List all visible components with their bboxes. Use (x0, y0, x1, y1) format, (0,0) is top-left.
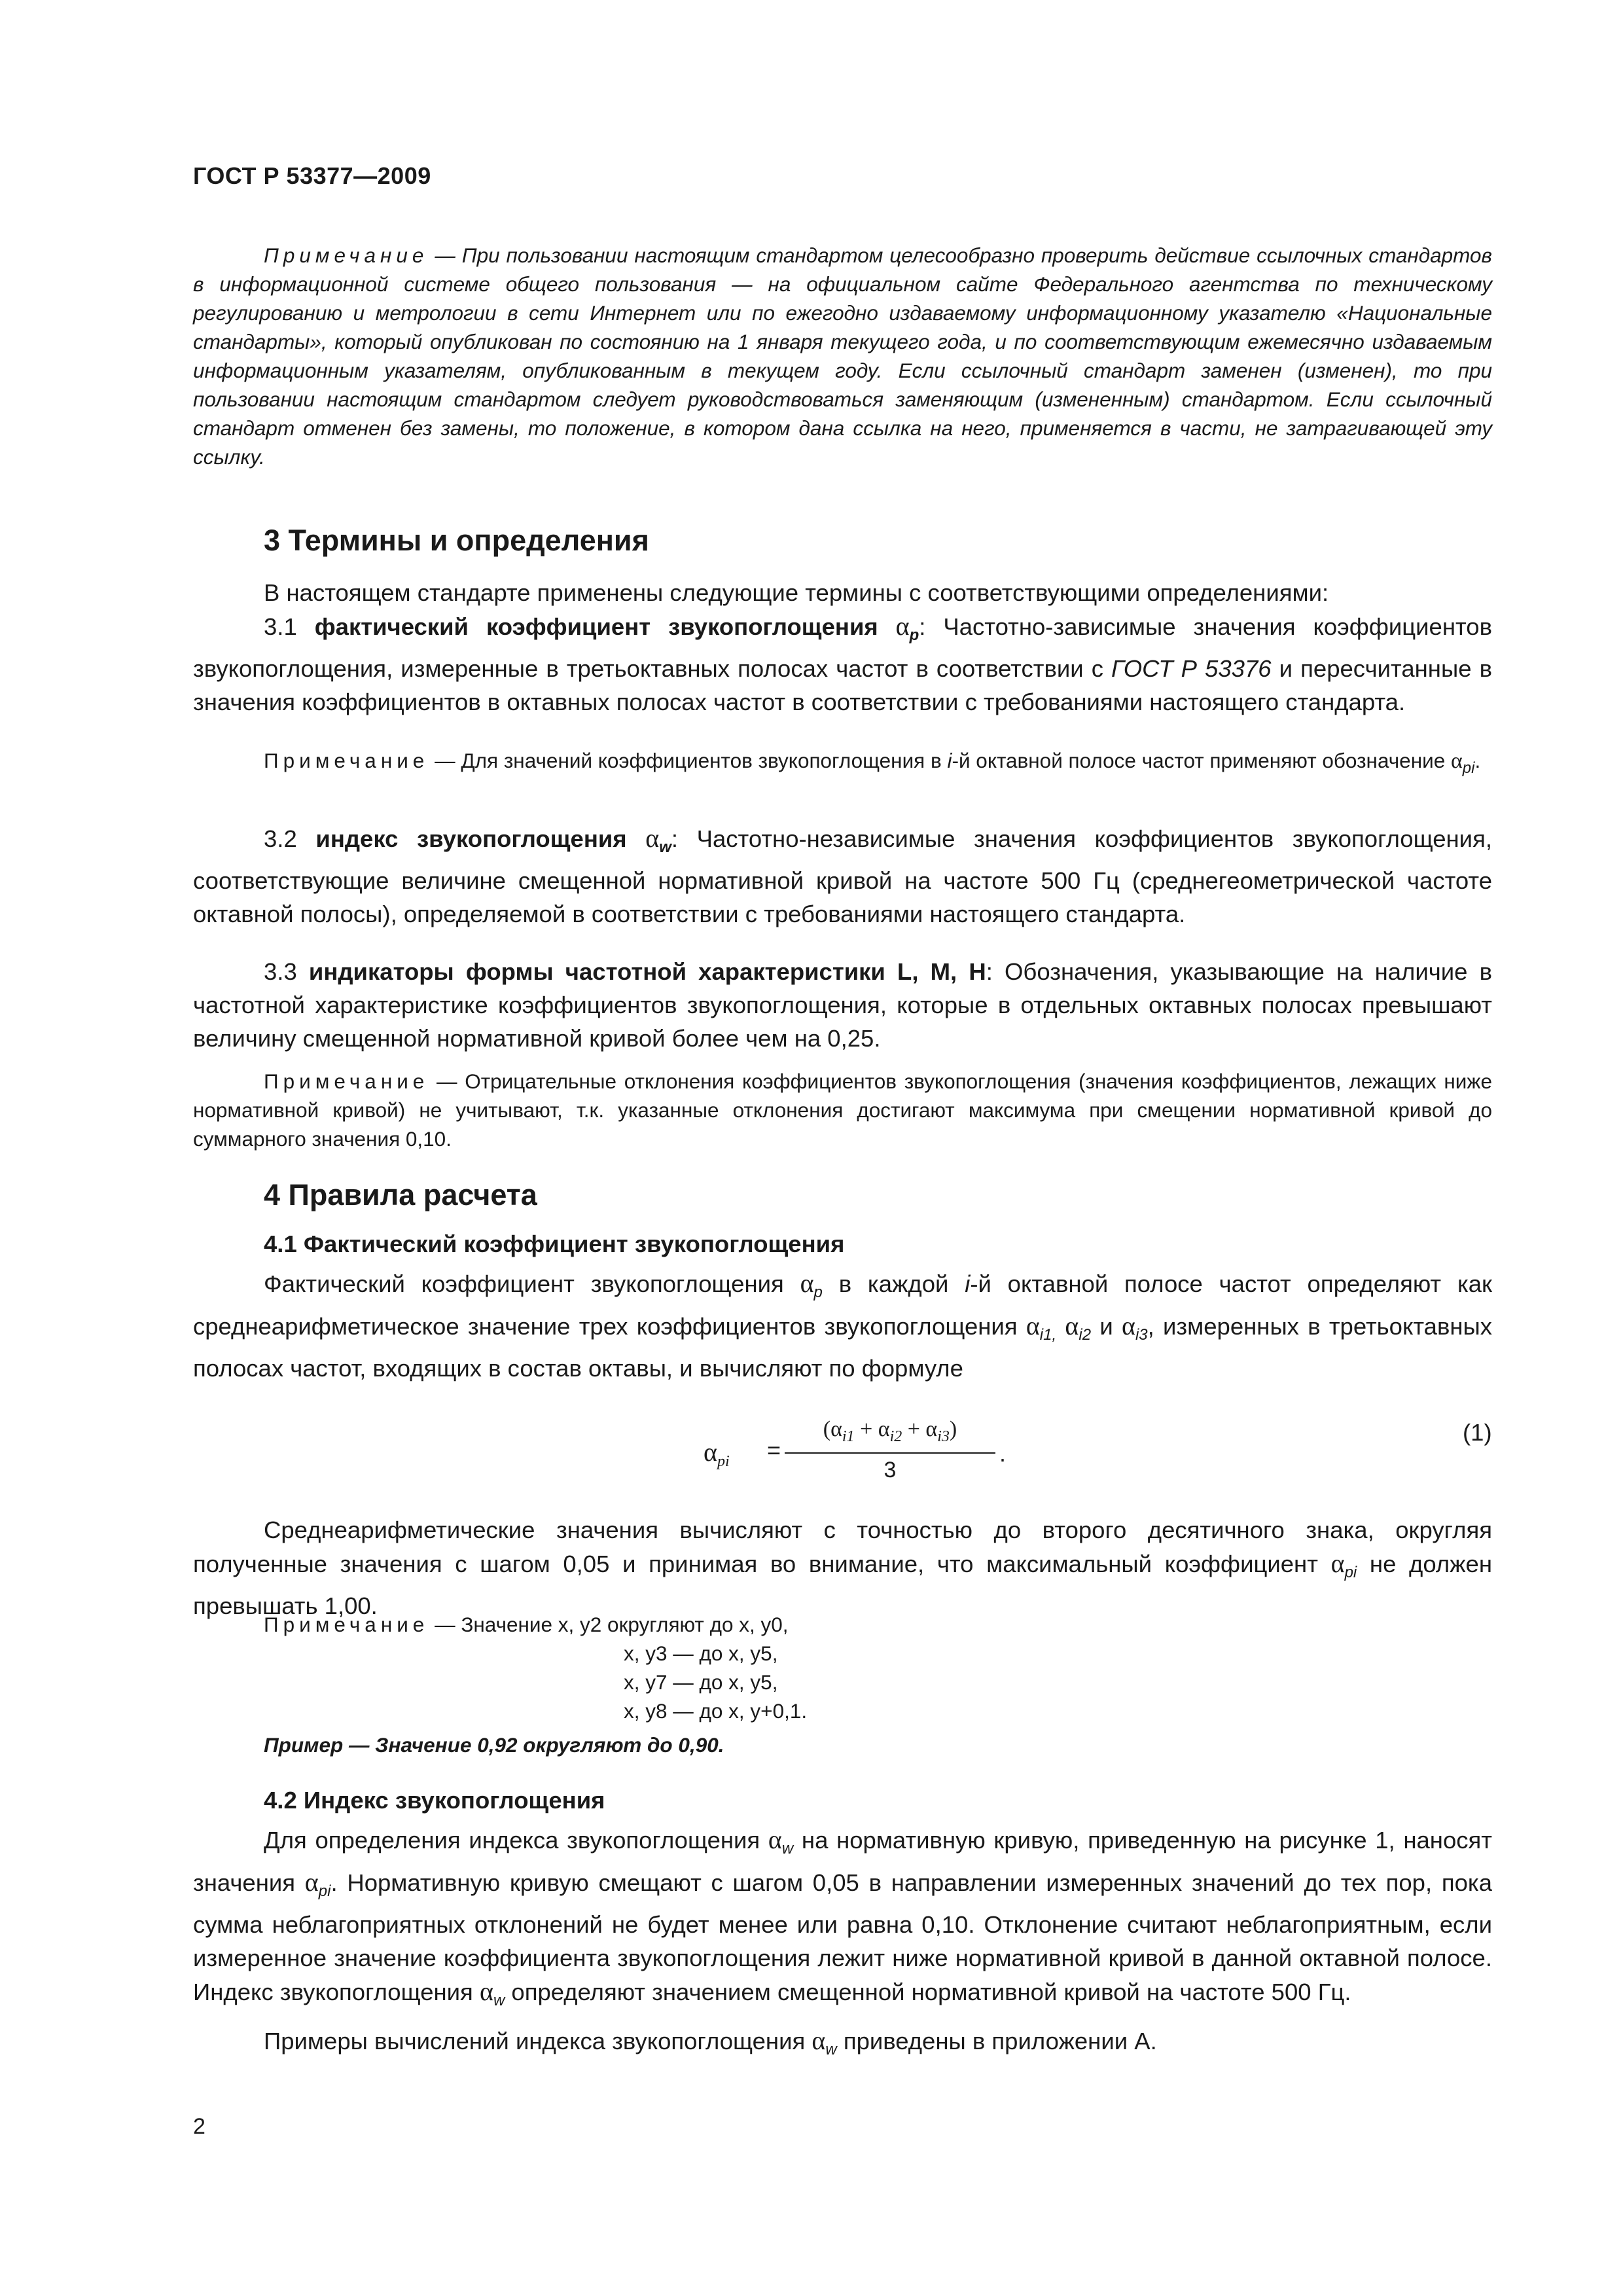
alpha-subscript: w (493, 1992, 505, 2009)
text: Фактический коэффициент звукопоглощения (264, 1270, 800, 1297)
alpha-subscript: pi (1344, 1564, 1357, 1581)
text: не должен превышать 1,00. (193, 1551, 1492, 1619)
formula-fraction (782, 1414, 998, 1486)
text: . Нормативную кривую смещают с шагом 0,05 в направлении измеренных значений до тех пор, пока сумма неблагоприятных отклонений не будет менее или равна 0,10. Отклонение считают неблагоприятным, если измеренное значение коэффициента звукопоглощения лежит ниже нормативной кривой в данной октавной полосе. Индекс звукопоглощения (193, 1869, 1492, 2005)
alpha-symbol: α (1121, 1311, 1135, 1340)
paragraph-4-2-examples (193, 2024, 1492, 2066)
num-part: ) (949, 1417, 957, 1441)
alpha-subscript: p (813, 1283, 823, 1301)
alpha-symbol: α (1065, 1311, 1079, 1340)
alpha-symbol: α (479, 1977, 493, 2006)
section-3-heading: 3 Термины и определения (264, 524, 649, 557)
index-i: i (965, 1270, 971, 1297)
note-label: Примечание (264, 1069, 429, 1093)
note-text: — Для значений коэффициентов звукопоглощения в (429, 749, 948, 772)
term-name: индекс звукопоглощения (315, 825, 646, 852)
formula-1 (704, 1414, 1031, 1486)
text: в каждой (822, 1270, 965, 1297)
note-label: Примечание (264, 243, 429, 267)
note-3-1 (193, 746, 1492, 783)
section-3-intro: В настоящем стандарте применены следующие термины с соответствующими определениями: (264, 579, 1329, 606)
paragraph-4-1-rounding (193, 1513, 1492, 1623)
formula-equals: = (767, 1437, 781, 1463)
subsection-4-1-heading: 4.1 Фактический коэффициент звукопоглощения (264, 1230, 845, 1257)
num-sub: i3 (937, 1428, 950, 1445)
alpha-subscript: i3 (1135, 1326, 1148, 1344)
term-definition: : Обозначения, указывающие на наличие в частотной характеристике коэффициентов звукопоглощения, которые в отдельных октавных полосах превышают величину смещенной нормативной кривой более чем на 0,25. (193, 958, 1492, 1052)
index-i: i (947, 749, 952, 772)
alpha-symbol: α (800, 1268, 814, 1298)
formula-number: (1) (1463, 1419, 1492, 1446)
alpha-symbol: α (895, 611, 910, 641)
term-definition: Частотно-независимые значения коэффициентов звукопоглощения, соответствующие величине смещенной нормативной кривой на частоте 500 Гц (среднегеометрической частоте октавной полосы), определяемой в соответствии с требованиями настоящего стандарта. (193, 825, 1492, 927)
alpha-subscript: pi (717, 1453, 730, 1470)
formula-denominator: 3 (883, 1458, 897, 1482)
subsection-4-2-heading: 4.2 Индекс звукопоглощения (264, 1787, 605, 1814)
alpha-subscript: w (659, 838, 671, 856)
text: приведены в приложении А. (836, 2028, 1157, 2054)
alpha-subscript: i1, (1039, 1326, 1057, 1344)
alpha-symbol: α (645, 823, 660, 853)
term-3-2 (193, 821, 1492, 931)
term-number: 3.1 (264, 613, 315, 640)
note-label: Примечание (264, 749, 429, 772)
term-name: индикаторы формы частотной характеристики L, M, H (308, 958, 986, 985)
alpha-subscript: w (825, 2041, 837, 2058)
term-3-3 (193, 955, 1492, 1055)
alpha-symbol: α (304, 1867, 319, 1897)
text: , измеренных в третьоктавных полосах частот, входящих в состав октавы, и вычисляют по формуле (193, 1313, 1492, 1382)
note-text-cont: -й октавной полосе частот применяют обозначение (952, 749, 1451, 772)
text: -й октавной полосе частот определяют как среднеарифметическое значение трех коэффициентов звукопоглощения (193, 1270, 1492, 1340)
alpha-symbol: α (1026, 1311, 1040, 1340)
alpha-subscript: p (909, 626, 919, 644)
term-name: фактический коэффициент звукопоглощения (314, 613, 896, 640)
alpha-subscript: pi (318, 1882, 331, 1900)
alpha-symbol: α (768, 1825, 782, 1854)
alpha-symbol: α (1450, 749, 1463, 773)
paragraph-4-2-procedure (193, 1823, 1492, 2017)
note-referenced-standards (193, 241, 1492, 471)
num-part: + α (902, 1417, 938, 1441)
note-text: — При пользовании настоящим стандартом целесообразно проверить действие ссылочных стандартов в информационной системе общего пользования — на официальном сайте Федерального агентства по техническому регулированию и метрологии в сети Интернет или по ежегодно издаваемому информационному указателю «Национальные стандарты», который опубликован по состоянию на 1 января текущего года, и по соответствующим ежемесячно издаваемым информационным указателям, опубликованным в текущем году. Если ссылочный стандарт заменен (изменен), то при пользовании настоящим стандартом следует руководствоваться заменяющим (измененным) стандартом. Если ссылочный стандарт отменен без замены, то положение, в котором дана ссылка на него, применяется в части, не затрагивающей эту ссылку. (193, 243, 1492, 469)
formula-numerator (782, 1414, 998, 1452)
term-number: 3.2 (264, 825, 316, 852)
num-sub: i2 (889, 1428, 902, 1445)
term-number: 3.3 (264, 958, 309, 985)
note-end: . (1474, 749, 1481, 772)
term-3-1 (193, 609, 1492, 719)
paragraph-4-1-intro (193, 1266, 1492, 1385)
rounding-line-1 (264, 1610, 789, 1639)
note-3-3 (193, 1067, 1492, 1153)
term-colon: : (671, 825, 697, 852)
section-4-heading: 4 Правила расчета (264, 1178, 537, 1211)
num-part: + α (854, 1417, 890, 1441)
note-text: — Отрицательные отклонения коэффициентов звукопоглощения (значения коэффициентов, лежащих ниже нормативной кривой) не учитывают, т.к. указанные отклонения достигают максимума при смещении нормативной кривой до суммарного значения 0,10. (193, 1069, 1492, 1151)
note-rounding (264, 1610, 808, 1723)
alpha-subscript: i2 (1079, 1326, 1092, 1344)
note-label: Примечание (264, 1613, 429, 1636)
text: на нормативную кривую, приведенную на рисунке 1, наносят значения (193, 1827, 1492, 1896)
text: Для определения индекса звукопоглощения (264, 1827, 768, 1854)
rounding-line-4: x, y8 — до x, y+0,1. (624, 1699, 808, 1723)
page-number: 2 (193, 2114, 205, 2139)
alpha-symbol: α (704, 1437, 717, 1467)
alpha-symbol: α (812, 2026, 826, 2055)
alpha-symbol: α (1330, 1549, 1345, 1578)
alpha-subscript: w (781, 1840, 794, 1857)
example-rounding: Пример — Значение 0,92 округляют до 0,90. (264, 1733, 724, 1757)
document-id-header: ГОСТ Р 53377—2009 (193, 162, 431, 189)
rounding-rule: — Значение x, y2 округляют до x, y0, (429, 1613, 789, 1636)
term-colon: : (919, 613, 944, 640)
num-sub: i1 (842, 1428, 855, 1445)
formula-lhs (704, 1437, 730, 1471)
rounding-line-2: x, y3 — до x, y5, (624, 1641, 778, 1665)
rounding-line-3: x, y7 — до x, y5, (624, 1670, 778, 1694)
num-part: (α (823, 1417, 842, 1441)
formula-period: . (999, 1440, 1007, 1467)
standard-reference: ГОСТ Р 53376 (1111, 655, 1272, 682)
text: и (1091, 1313, 1122, 1340)
text: Примеры вычислений индекса звукопоглощения (264, 2028, 812, 2054)
text: определяют значением смещенной нормативной кривой на частоте 500 Гц. (505, 1979, 1351, 2005)
term-definition: Частотно-зависимые значения коэффициентов звукопоглощения, измеренные в третьоктавных полосах частот в соответствии с (193, 613, 1492, 682)
term-definition-cont: и пересчитанные в значения коэффициентов в октавных полосах частот в соответствии с требованиями настоящего стандарта. (193, 655, 1492, 715)
text: Среднеарифметические значения вычисляют с точностью до второго десятичного знака, округляя полученные значения с шагом 0,05 и принимая во внимание, что максимальный коэффициент (193, 1516, 1492, 1577)
alpha-subscript: pi (1462, 759, 1475, 777)
